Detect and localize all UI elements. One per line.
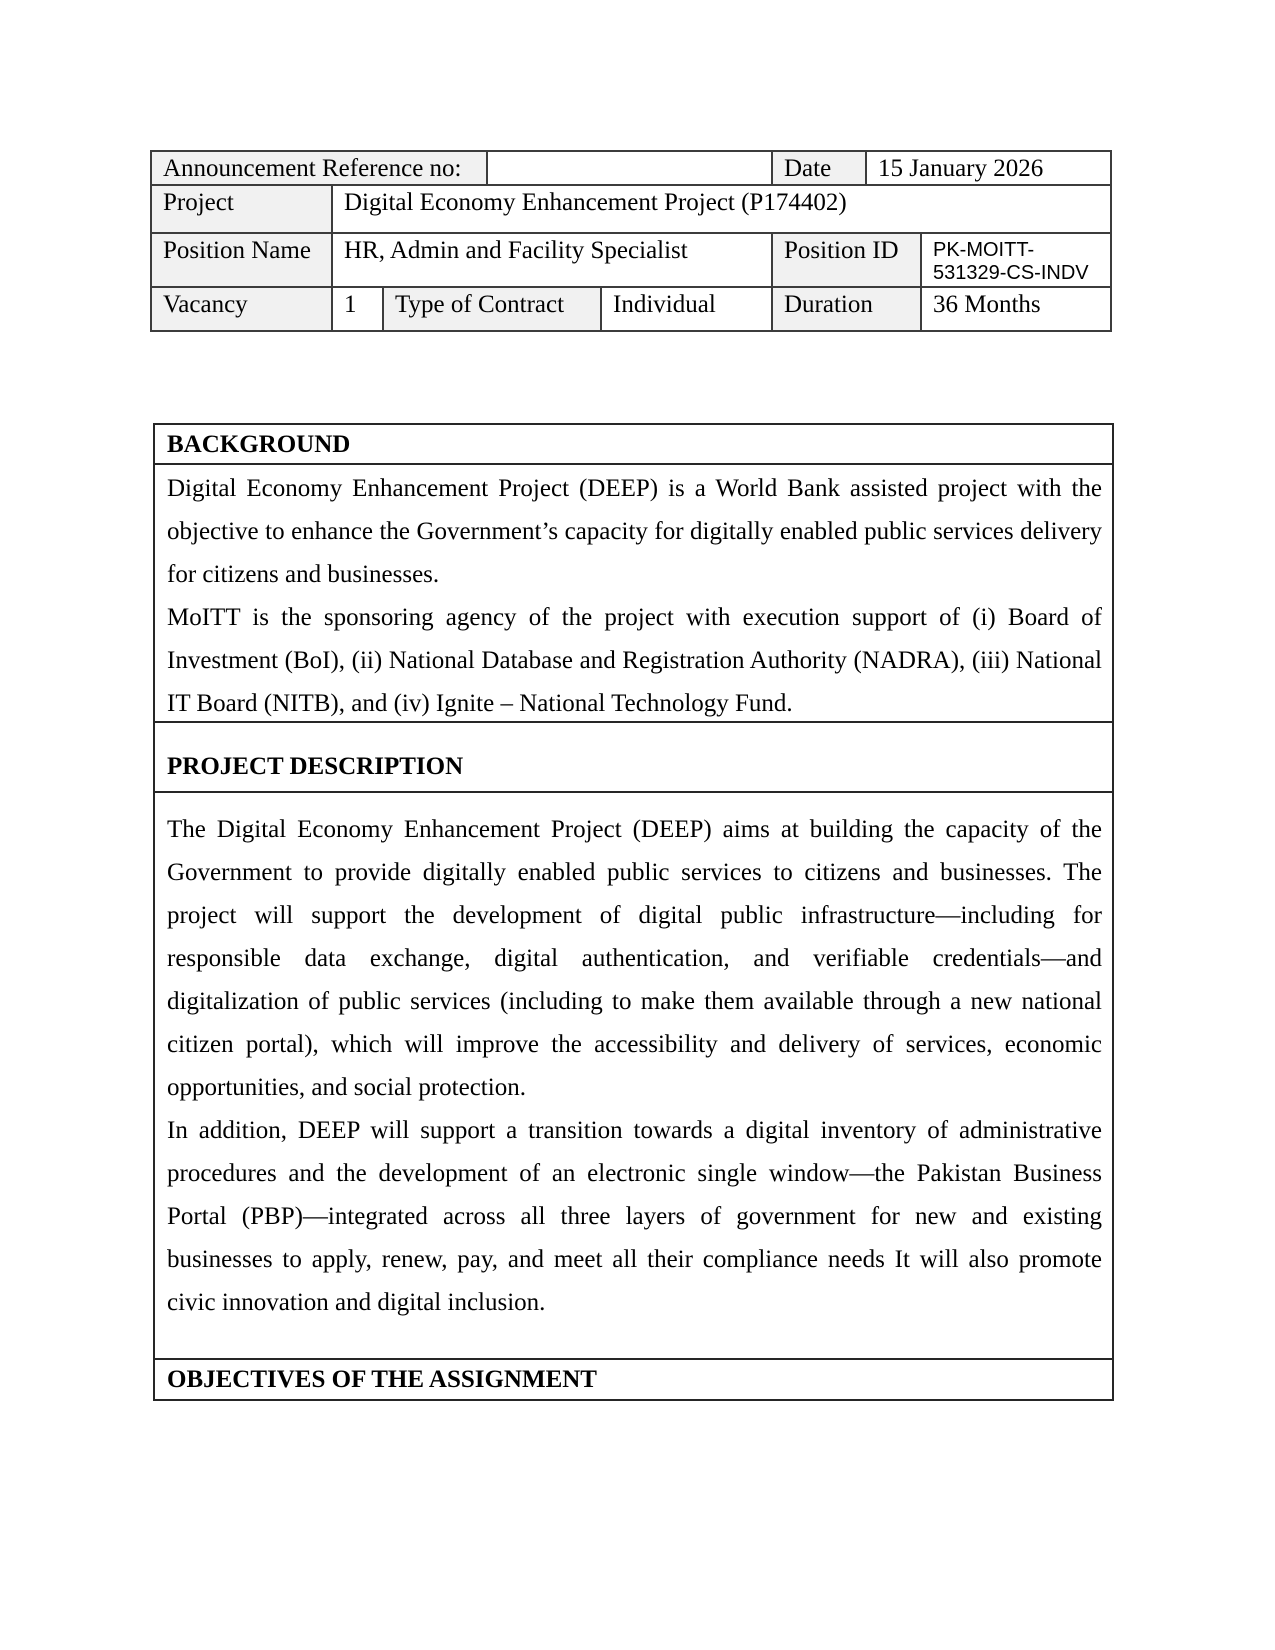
project-label: Project <box>152 186 333 234</box>
objectives-heading: OBJECTIVES OF THE ASSIGNMENT <box>167 1366 597 1393</box>
contract-type-label: Type of Contract <box>384 288 602 332</box>
project-value: Digital Economy Enhancement Project (P174402) <box>333 186 1112 234</box>
vacancy-value: 1 <box>333 288 384 332</box>
position-name-value: HR, Admin and Facility Specialist <box>333 234 773 288</box>
duration-value: 36 Months <box>922 288 1112 332</box>
project-description-paragraph-1: The Digital Economy Enhancement Project (DEEP) aims at building the capacity of the Government to provide digitally enabled public services to citizens and businesses. The project will support the development of digital public infrastructure—including for responsible data exchange, digital authentication, and verifiable credentials—and digitalization of public services (including to make them available through a new national citizen portal), which will improve the accessibility and delivery of services, economic opportunities, and social protection. <box>167 816 1102 1101</box>
project-description-body <box>155 793 1112 1360</box>
project-description-paragraph-2: In addition, DEEP will support a transition towards a digital inventory of administrative procedures and the development of an electronic single window—the Pakistan Business Portal (PBP)—integrated across all three layers of government for new and existing businesses to apply, renew, pay, and meet all their compliance needs It will also promote civic innovation and digital inclusion. <box>167 1117 1102 1316</box>
date-value: 15 January 2026 <box>867 152 1112 186</box>
background-body <box>155 465 1112 723</box>
background-heading: BACKGROUND <box>155 425 1112 465</box>
details-table <box>153 423 1114 1401</box>
info-row-announcement <box>152 152 1112 186</box>
info-row-vacancy <box>152 288 1112 332</box>
info-row-project <box>152 186 1112 234</box>
announcement-reference-value <box>488 152 773 186</box>
background-paragraph-1: Digital Economy Enhancement Project (DEEP) is a World Bank assisted project with the objective to enhance the Government’s capacity for digitally enabled public services delivery for citizens and businesses. <box>167 475 1102 588</box>
position-id-value: PK-MOITT-531329-CS-INDV <box>922 234 1112 288</box>
date-label: Date <box>773 152 867 186</box>
duration-label: Duration <box>773 288 922 332</box>
background-paragraph-2: MoITT is the sponsoring agency of the project with execution support of (i) Board of Investment (BoI), (ii) National Database and Registration Authority (NADRA), (iii) National IT Board (NITB), and (iv) Ignite – National Technology Fund. <box>167 604 1102 717</box>
announcement-info-table <box>150 150 1112 332</box>
position-name-label: Position Name <box>152 234 333 288</box>
info-row-position <box>152 234 1112 288</box>
position-id-label: Position ID <box>773 234 922 288</box>
announcement-reference-label: Announcement Reference no: <box>152 152 488 186</box>
project-description-heading: PROJECT DESCRIPTION <box>155 723 1112 793</box>
contract-type-value: Individual <box>602 288 773 332</box>
vacancy-label: Vacancy <box>152 288 333 332</box>
